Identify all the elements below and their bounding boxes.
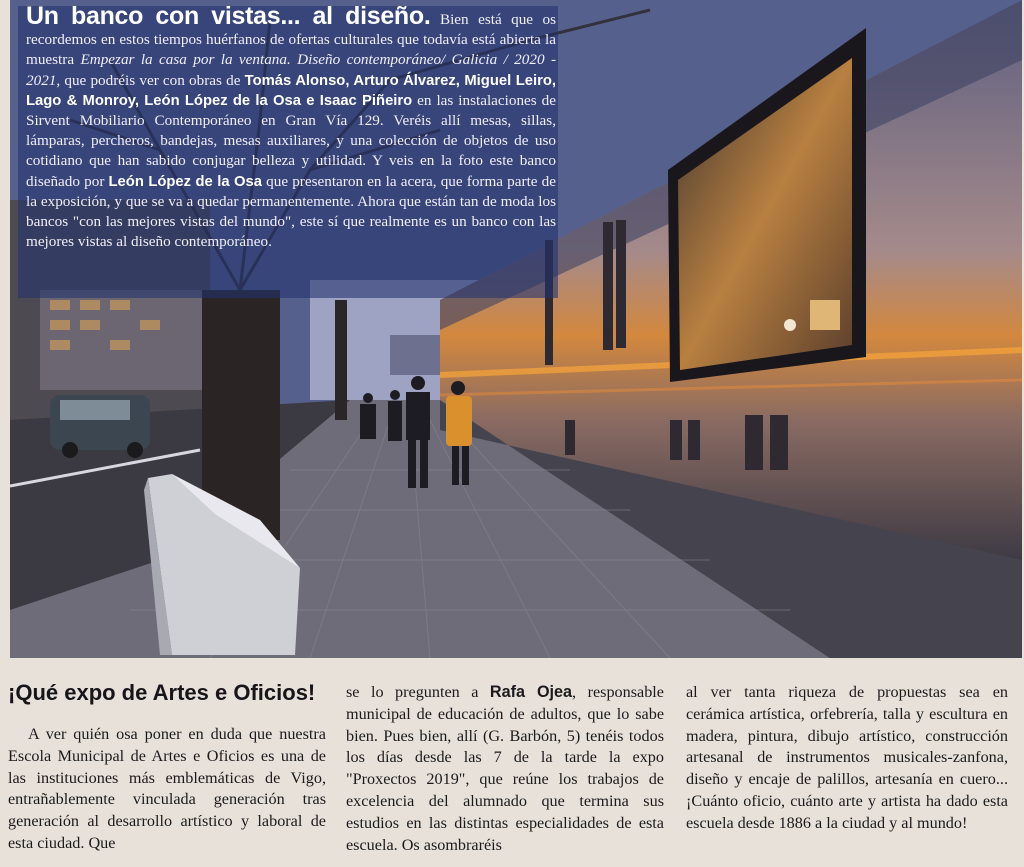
caption-exhibition-title: Empezar la casa por la ventana. Diseño contemporáneo/ Galicia / 2020 - 2021	[26, 51, 556, 89]
caption-text-4: que presentaron en la acera, que forma parte de la exposición, y que se va a quedar permanentemente. Ahora que están tan de moda los bancos "con las mejores vistas del mundo", este sí que realmente es un banco con las mejores vistas al diseño contemporáneo.	[26, 172, 557, 251]
article-column-1: A ver quién osa poner en duda que nuestra Escola Municipal de Artes e Oficios es una de las instituciones más emblemáticas de Vigo, entrañablemente vinculada generación tras generación al desarrollo artístico y laboral de esta ciudad. Que	[8, 725, 326, 852]
caption-text-3: en las instalaciones de Sirvent Mobiliario Contemporáneo en Gran Vía 129. Veréis allí mesas, sillas, lámparas, percheros, bandejas, mesas auxiliares, y una colección de objetos de uso cotidiano que han sabido conjugar belleza y utilidad. Y veis en la foto este banco diseñado por	[26, 91, 556, 190]
photo-caption	[26, 2, 557, 252]
photo-caption-title: Un banco con vistas... al diseño.	[26, 2, 431, 30]
article-column-3: al ver tanta riqueza de propuestas sea en cerámica artística, orfebrería, talla y escultura en madera, pintura, dibujo artístico, construcción artesanal de instrumentos musicales-zanfona, diseño y encaje de palillos, artesanía en cuero... ¡Cuánto oficio, cuánto arte y artista ha dado esta escuela desde 1886 a la ciudad y al mundo!	[686, 683, 1008, 832]
col2-text-a: se lo pregunten a	[346, 683, 490, 701]
col2-person-name: Rafa Ojea	[489, 683, 573, 701]
caption-artists: Tomás Alonso, Arturo Álvarez, Miguel Leiro, Lago & Monroy, León López de la Osa e Isaac Piñeiro	[26, 72, 556, 109]
col2-text-b: , responsable municipal de educación de adultos, que lo sabe bien. Pues bien, allí (G. Barbón, 5) tenéis todos los días desde las 7 de la tarde la expo "Proxectos 2019", que reúne los trabajos de excelencia del alumnado que termina sus estudios en las distintas especialidades de esta escuela. Os asombraréis	[346, 683, 664, 854]
article	[0, 676, 1024, 867]
caption-designer: León López de la Osa	[108, 173, 262, 190]
article-headline: ¡Qué expo de Artes e Oficios!	[8, 680, 316, 705]
article-column-2	[346, 682, 664, 856]
caption-text-1: Bien está que os recordemos en estos tiempos huérfanos de ofertas culturales que todavía está abierta la muestra	[26, 11, 556, 69]
caption-text-2: , que podréis ver con obras de	[56, 71, 245, 89]
